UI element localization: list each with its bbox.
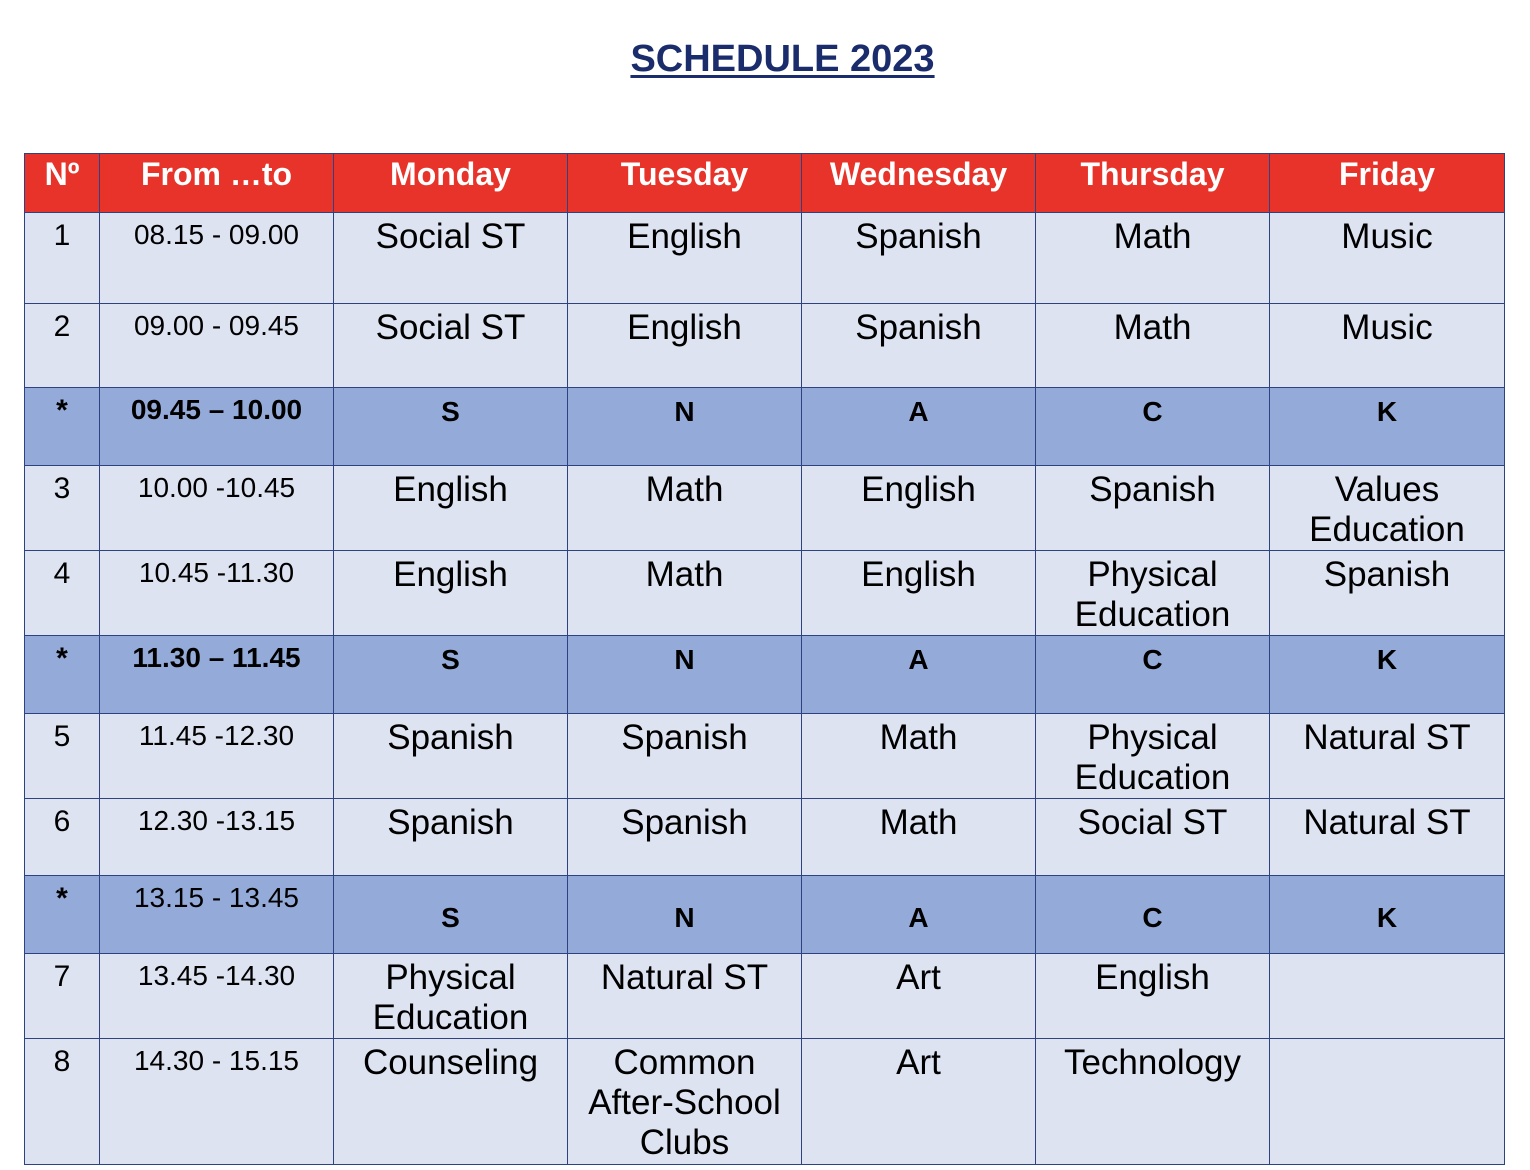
cell-friday: Music bbox=[1270, 213, 1505, 304]
snack-letter: A bbox=[802, 636, 1036, 714]
snack-letter: C bbox=[1036, 388, 1270, 466]
snack-letter: C bbox=[1036, 636, 1270, 714]
table-row bbox=[25, 799, 1505, 876]
table-row bbox=[25, 714, 1505, 799]
period-number: 2 bbox=[25, 304, 100, 388]
period-number: 1 bbox=[25, 213, 100, 304]
cell-thursday: Social ST bbox=[1036, 799, 1270, 876]
snack-letter: S bbox=[334, 636, 568, 714]
snack-letter: C bbox=[1036, 876, 1270, 954]
cell-monday: Spanish bbox=[334, 799, 568, 876]
period-time: 10.45 -11.30 bbox=[100, 551, 334, 636]
cell-monday: Counseling bbox=[334, 1039, 568, 1165]
snack-letter: K bbox=[1270, 636, 1505, 714]
cell-monday: English bbox=[334, 551, 568, 636]
cell-monday: Social ST bbox=[334, 213, 568, 304]
snack-row bbox=[25, 636, 1505, 714]
cell-friday bbox=[1270, 954, 1505, 1039]
cell-wednesday: Spanish bbox=[802, 213, 1036, 304]
cell-monday: Spanish bbox=[334, 714, 568, 799]
header-time: From …to bbox=[100, 154, 334, 213]
table-row bbox=[25, 466, 1505, 551]
snack-letter: K bbox=[1270, 388, 1505, 466]
snack-row bbox=[25, 876, 1505, 954]
cell-thursday: Math bbox=[1036, 304, 1270, 388]
cell-friday: Natural ST bbox=[1270, 714, 1505, 799]
cell-thursday: Physical Education bbox=[1036, 714, 1270, 799]
period-time: 10.00 -10.45 bbox=[100, 466, 334, 551]
snack-letter: A bbox=[802, 388, 1036, 466]
period-number: * bbox=[25, 876, 100, 954]
page-title: SCHEDULE 2023 bbox=[630, 38, 935, 80]
cell-monday: English bbox=[334, 466, 568, 551]
cell-wednesday: English bbox=[802, 551, 1036, 636]
snack-letter: N bbox=[568, 388, 802, 466]
cell-tuesday: Math bbox=[568, 551, 802, 636]
period-time: 09.45 – 10.00 bbox=[100, 388, 334, 466]
cell-friday: Natural ST bbox=[1270, 799, 1505, 876]
period-number: * bbox=[25, 636, 100, 714]
cell-monday: Social ST bbox=[334, 304, 568, 388]
header-row bbox=[25, 154, 1505, 213]
snack-letter: S bbox=[334, 388, 568, 466]
cell-monday: Physical Education bbox=[334, 954, 568, 1039]
period-number: * bbox=[25, 388, 100, 466]
cell-friday: Music bbox=[1270, 304, 1505, 388]
cell-friday: Spanish bbox=[1270, 551, 1505, 636]
cell-thursday: Spanish bbox=[1036, 466, 1270, 551]
snack-letter: N bbox=[568, 876, 802, 954]
cell-tuesday: Math bbox=[568, 466, 802, 551]
period-number: 7 bbox=[25, 954, 100, 1039]
header-monday: Monday bbox=[334, 154, 568, 213]
period-time: 12.30 -13.15 bbox=[100, 799, 334, 876]
header-number: Nº bbox=[25, 154, 100, 213]
cell-tuesday: Common After-School Clubs bbox=[568, 1039, 802, 1165]
period-number: 8 bbox=[25, 1039, 100, 1165]
period-time: 13.15 - 13.45 bbox=[100, 876, 334, 954]
period-time: 11.30 – 11.45 bbox=[100, 636, 334, 714]
table-row bbox=[25, 1039, 1505, 1165]
table-row bbox=[25, 551, 1505, 636]
cell-thursday: Physical Education bbox=[1036, 551, 1270, 636]
period-time: 08.15 - 09.00 bbox=[100, 213, 334, 304]
cell-wednesday: Math bbox=[802, 714, 1036, 799]
period-number: 5 bbox=[25, 714, 100, 799]
cell-friday: Values Education bbox=[1270, 466, 1505, 551]
cell-thursday: Math bbox=[1036, 213, 1270, 304]
snack-letter: N bbox=[568, 636, 802, 714]
cell-tuesday: English bbox=[568, 213, 802, 304]
period-number: 4 bbox=[25, 551, 100, 636]
period-number: 3 bbox=[25, 466, 100, 551]
cell-thursday: English bbox=[1036, 954, 1270, 1039]
header-wednesday: Wednesday bbox=[802, 154, 1036, 213]
period-time: 14.30 - 15.15 bbox=[100, 1039, 334, 1165]
period-time: 11.45 -12.30 bbox=[100, 714, 334, 799]
snack-row bbox=[25, 388, 1505, 466]
cell-tuesday: Spanish bbox=[568, 799, 802, 876]
cell-wednesday: Spanish bbox=[802, 304, 1036, 388]
table-row bbox=[25, 304, 1505, 388]
schedule-table bbox=[24, 153, 1505, 1165]
header-tuesday: Tuesday bbox=[568, 154, 802, 213]
cell-tuesday: Natural ST bbox=[568, 954, 802, 1039]
cell-wednesday: Math bbox=[802, 799, 1036, 876]
period-number: 6 bbox=[25, 799, 100, 876]
cell-wednesday: English bbox=[802, 466, 1036, 551]
cell-tuesday: Spanish bbox=[568, 714, 802, 799]
header-thursday: Thursday bbox=[1036, 154, 1270, 213]
snack-letter: A bbox=[802, 876, 1036, 954]
period-time: 13.45 -14.30 bbox=[100, 954, 334, 1039]
table-row bbox=[25, 954, 1505, 1039]
cell-thursday: Technology bbox=[1036, 1039, 1270, 1165]
period-time: 09.00 - 09.45 bbox=[100, 304, 334, 388]
cell-tuesday: English bbox=[568, 304, 802, 388]
cell-wednesday: Art bbox=[802, 954, 1036, 1039]
header-friday: Friday bbox=[1270, 154, 1505, 213]
snack-letter: K bbox=[1270, 876, 1505, 954]
table-row bbox=[25, 213, 1505, 304]
snack-letter: S bbox=[334, 876, 568, 954]
cell-wednesday: Art bbox=[802, 1039, 1036, 1165]
cell-friday bbox=[1270, 1039, 1505, 1165]
